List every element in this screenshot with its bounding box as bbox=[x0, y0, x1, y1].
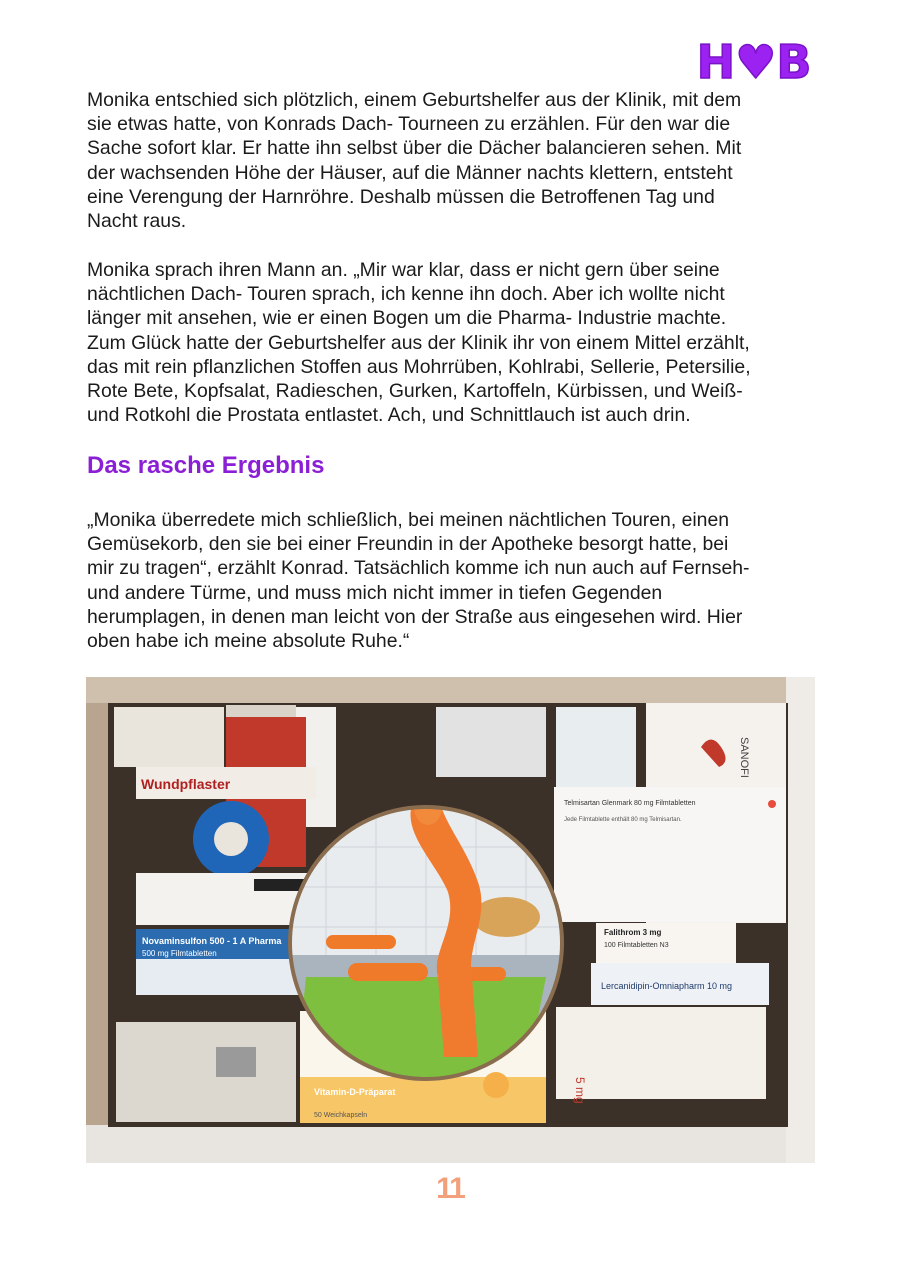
box-label-wundpflaster: Wundpflaster bbox=[141, 776, 231, 792]
box-label-5mg: 5 mg bbox=[573, 1077, 587, 1104]
paragraph-1: Monika entschied sich plötzlich, einem Geburtshelfer aus der Klinik, mit dem sie etwas hatte, von Konrads Dach- Tourneen zu erzählen. Für den war die Sache sofort klar. Er hatte ihn selbst über die Dächer balancieren sehen. Mit der wachsenden Höhe der Häuser, auf die Männer nachts klettern, entsteht eine Verengung der Harnröhre. Deshalb müssen die Betroffenen Tag und Nacht raus. bbox=[87, 89, 742, 233]
section-heading: Das rasche Ergebnis bbox=[87, 452, 325, 479]
box-label-falithrom-sub: 100 Filmtabletten N3 bbox=[604, 942, 669, 949]
box-label-vitamin-d-sub: 50 Weichkapseln bbox=[314, 1112, 368, 1119]
box-label-vitamin-d: Vitamin-D-Präparat bbox=[314, 1087, 396, 1097]
box-label-sanofi: SANOFI bbox=[738, 737, 750, 778]
box-label-falithrom: Falithrom 3 mg bbox=[604, 928, 662, 937]
paragraph-3: „Monika überredete mich schließlich, bei meinen nächtlichen Touren, einen Gemüsekorb, den sie bei einer Freundin in der Apotheke besorgt hatte, bei mir zu tragen“, erzählt Konrad. Tatsächlich komme ich nun auch auf Fernseh- und andere Türme, und muss mich nicht immer in tiefen Gegenden herumplagen, in denen man leicht von der Straße aus eingesehen wird. Hier oben habe ich meine absolute Ruhe.“ bbox=[87, 509, 750, 653]
logo-text: H♥B bbox=[696, 35, 812, 89]
box-label-novaminsulfon: Novaminsulfon 500 - 1 A Pharma bbox=[142, 936, 282, 946]
medicine-drawer-photo bbox=[86, 677, 815, 1163]
hb-logo-graphic bbox=[696, 34, 812, 89]
photo-illustration bbox=[86, 677, 815, 1163]
paragraph-2: Monika sprach ihren Mann an. „Mir war klar, dass er nicht gern über seine nächtlichen Dach- Touren sprach, ich kenne ihn doch. Aber ich wollte nicht länger mit ansehen, wie er einen Bogen um die Pharma- Industrie machte. Zum Glück hatte der Geburtshelfer aus der Klinik ihr von einem Mittel erzählt, das mit rein pflanzlichen Stoffen aus Mohrrüben, Kohlrabi, Sellerie, Petersilie, Rote Bete, Kopfsalat, Radieschen, Gurken, Kartoffeln, Kürbissen, und Weiß- und Rotkohl die Prostata entlastet. Ach, und Schnittlauch ist auch drin. bbox=[87, 259, 751, 427]
box-label-telmisartan: Telmisartan Glenmark 80 mg Filmtabletten bbox=[564, 800, 696, 807]
page-number: 11 bbox=[436, 1172, 464, 1205]
hb-logo bbox=[696, 34, 812, 89]
box-label-novaminsulfon-sub: 500 mg Filmtabletten bbox=[142, 949, 217, 958]
box-label-telmisartan-text: Jede Filmtablette enthält 80 mg Telmisartan. bbox=[564, 817, 682, 823]
box-label-lercanidipin: Lercanidipin-Omniapharm 10 mg bbox=[601, 981, 733, 991]
